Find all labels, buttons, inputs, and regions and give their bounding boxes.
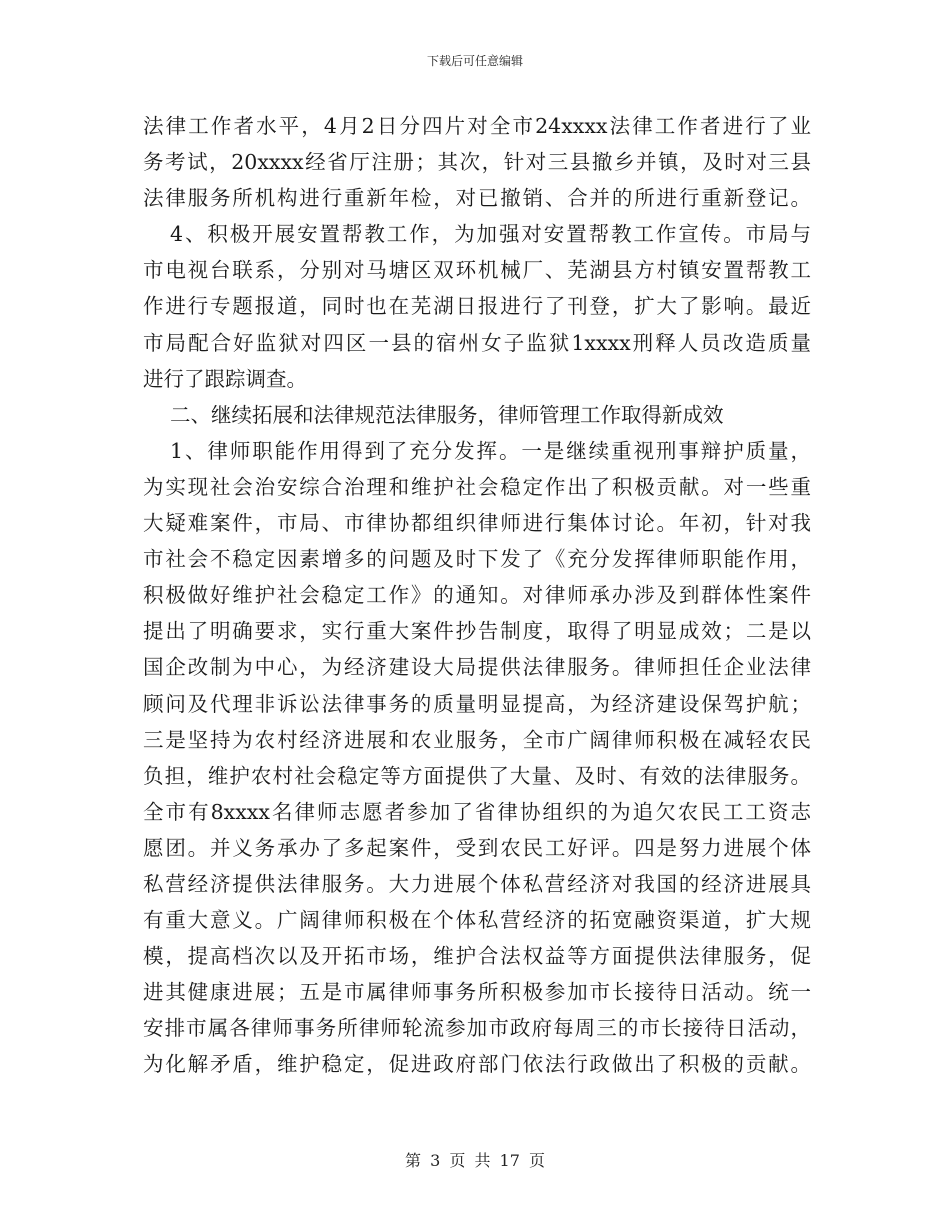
text-line: 为化解矛盾，维护稳定，促进政府部门依法行政做出了积极的贡献。 xyxy=(143,1052,811,1077)
page-footer: 第 3 页 共 17 页 xyxy=(405,1151,545,1170)
document-body xyxy=(143,108,811,1083)
text-line: 市社会不稳定因素增多的问题及时下发了《充分发挥律师职能作用， xyxy=(143,547,811,572)
text-line: 法律服务所机构进行重新年检，对已撤销、合并的所进行重新登记。 xyxy=(143,186,811,211)
text-line: 大疑难案件，市局、市律协都组织律师进行集体讨论。年初，针对我 xyxy=(143,511,811,536)
text-line: 进行了跟踪调查。 xyxy=(143,366,307,391)
text-line: 有重大意义。广阔律师积极在个体私营经济的拓宽融资渠道，扩大规 xyxy=(143,908,811,933)
text-line: 顾问及代理非诉讼法律事务的质量明显提高，为经济建设保驾护航； xyxy=(143,691,811,716)
text-line: 作进行专题报道，同时也在芜湖日报进行了刊登，扩大了影响。最近 xyxy=(143,294,811,319)
text-line: 全市有8xxxx名律师志愿者参加了省律协组织的为追欠农民工工资志 xyxy=(143,799,811,824)
text-line: 二、继续拓展和法律规范法律服务，律师管理工作取得新成效 xyxy=(170,402,724,427)
text-line: 愿团。并义务承办了多起案件，受到农民工好评。四是努力进展个体 xyxy=(143,835,811,860)
text-line: 市局配合好监狱对四区一县的宿州女子监狱1xxxx刑释人员改造质量 xyxy=(143,330,811,355)
text-line: 国企改制为中心，为经济建设大局提供法律服务。律师担任企业法律 xyxy=(143,655,811,680)
text-line: 提出了明确要求，实行重大案件抄告制度，取得了明显成效；二是以 xyxy=(143,619,811,644)
text-line: 模，提高档次以及开拓市场，维护合法权益等方面提供法律服务，促 xyxy=(143,944,811,969)
text-line: 市电视台联系，分别对马塘区双环机械厂、芜湖县方村镇安置帮教工 xyxy=(143,258,811,283)
text-line: 积极做好维护社会稳定工作》的通知。对律师承办涉及到群体性案件 xyxy=(143,583,811,608)
text-line: 1、律师职能作用得到了充分发挥。一是继续重视刑事辩护质量， xyxy=(170,438,811,463)
text-line: 4、积极开展安置帮教工作，为加强对安置帮教工作宣传。市局与 xyxy=(170,222,811,247)
text-line: 负担，维护农村社会稳定等方面提供了大量、及时、有效的法律服务。 xyxy=(143,763,811,788)
text-line: 进其健康进展；五是市属律师事务所积极参加市长接待日活动。统一 xyxy=(143,980,811,1005)
text-line: 三是坚持为农村经济进展和农业服务，全市广阔律师积极在减轻农民 xyxy=(143,727,811,752)
page-header: 下载后可任意编辑 xyxy=(426,54,523,68)
text-line: 安排市属各律师事务所律师轮流参加市政府每周三的市长接待日活动， xyxy=(143,1016,811,1041)
text-line: 法律工作者水平，4月2日分四片对全市24xxxx法律工作者进行了业 xyxy=(143,114,811,138)
text-line: 私营经济提供法律服务。大力进展个体私营经济对我国的经济进展具 xyxy=(143,871,811,896)
text-line: 为实现社会治安综合治理和维护社会稳定作出了积极贡献。对一些重 xyxy=(143,474,811,499)
text-line: 务考试，20xxxx经省厅注册；其次，针对三县撤乡并镇，及时对三县 xyxy=(143,150,811,175)
